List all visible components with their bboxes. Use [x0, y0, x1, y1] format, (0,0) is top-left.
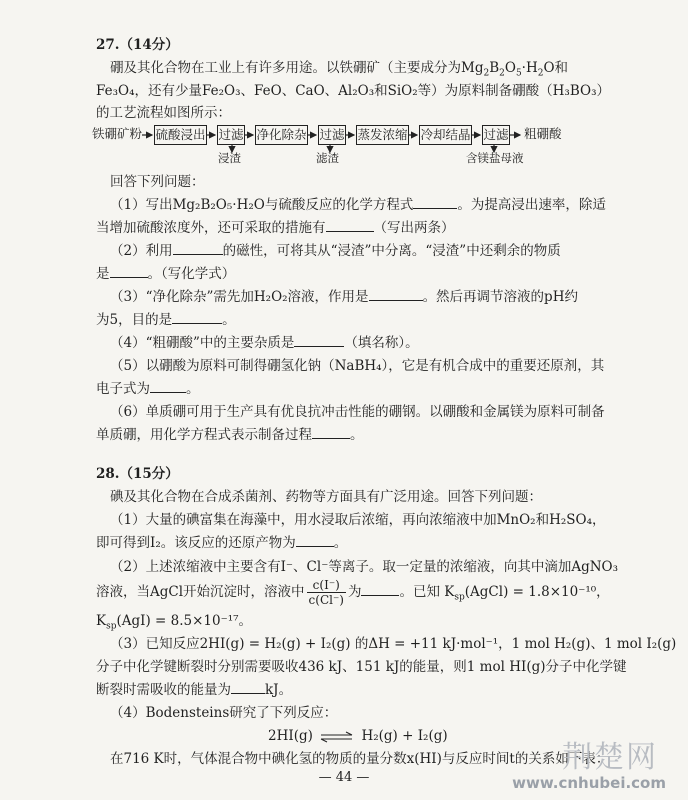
- flow-step-filter-2: 过滤: [318, 125, 346, 145]
- q28-part4-equation: 2HI(g) H₂(g) + I₂(g): [268, 728, 448, 744]
- answer-blank[interactable]: [369, 288, 423, 301]
- answer-blank[interactable]: [231, 681, 265, 694]
- q28-part3-line2: 分子中化学键断裂时分别需要吸收436 kJ、151 kJ的能量，则1 mol HI(g)分子中化学键: [96, 659, 627, 675]
- flow-step-crystallize: 冷却结晶: [419, 125, 472, 145]
- flow-end: 粗硼酸: [524, 126, 562, 141]
- q27-intro-line1: 硼及其化合物在工业上有许多用途。以铁硼矿（主要成分为$Mg_2B_2O_5\cdot H_2O$和: [110, 60, 569, 79]
- answer-blank[interactable]: [172, 311, 222, 324]
- q28-part3-line3: 断裂时需吸收的能量为 kJ。: [96, 682, 293, 698]
- q28-part2-line2: 溶液，当AgCl开始沉淀时，溶液中 $\frac{c(I^-)}{c(Cl^-)}$ 为 。已知 $K_{sp}(AgCl) = 1.8\times 10^{-10}$，: [96, 578, 610, 607]
- q27-intro-line2: Fe₃O₄，还有少量Fe₂O₃、FeO、CaO、Al₂O₃和SiO₂等）为原料制备硼酸（H₃BO₃）: [96, 83, 610, 99]
- answer-blank[interactable]: [110, 265, 148, 278]
- q27-intro-line3: 的工艺流程如图所示：: [96, 105, 231, 121]
- site-watermark: [482, 732, 672, 792]
- flow-step-acid-leach: 硫酸浸出: [154, 125, 207, 145]
- q28-intro: 碘及其化合物在合成杀菌剂、药物等方面具有广泛用途。回答下列问题：: [110, 489, 542, 505]
- process-flowchart: [92, 122, 652, 172]
- q28-part2-line3: $K_{sp}(AgI) = 8.5\times 10^{-17}$。: [96, 613, 253, 632]
- flow-waste-filter-residue: 滤渣: [316, 151, 339, 165]
- q27-prompt: 回答下列问题：: [110, 174, 205, 190]
- q27-part6-line2: 单质硼，用化学方程式表示制备过程 。: [96, 427, 364, 443]
- q27-header: 27.（14分）: [96, 37, 179, 53]
- flow-step-purify: 净化除杂: [255, 125, 308, 145]
- equilibrium-arrow-icon: [320, 731, 354, 743]
- q28-part4-line2: 在716 K时，气体混合物中碘化氢的物质的量分数x(HI)与反应时间t的关系如下表：: [110, 751, 610, 767]
- answer-blank[interactable]: [413, 196, 457, 209]
- q27-part5-line1: （5）以硼酸为原料可制得硼氢化钠（NaBH₄），它是有机合成中的重要还原剂，其: [110, 358, 605, 374]
- answer-blank[interactable]: [361, 583, 399, 596]
- flow-step-filter-1: 过滤: [217, 125, 245, 145]
- q28-header: 28.（15分）: [96, 466, 179, 482]
- watermark-logo-text: 荆楚网: [562, 740, 658, 775]
- flow-waste-mother-liquor: 含镁盐母液: [466, 151, 524, 165]
- q28-part4-line1: （4）Bodensteins研究了下列反应：: [110, 705, 338, 721]
- answer-blank[interactable]: [294, 334, 344, 347]
- flow-start: 铁硼矿粉: [92, 126, 143, 141]
- q27-part6-line1: （6）单质硼可用于生产具有优良抗冲击性能的硼钢。以硼酸和金属镁为原料可制备: [110, 404, 605, 420]
- q28-part3-line1: （3）已知反应2HI(g) = H₂(g) + I₂(g) 的ΔH = +11 kJ·mol⁻¹，1 mol H₂(g)、1 mol I₂(g): [110, 636, 677, 652]
- answer-blank[interactable]: [326, 219, 374, 232]
- flow-step-evaporate: 蒸发浓缩: [356, 125, 409, 145]
- q27-part3-line1: （3）“净化除杂”需先加H₂O₂溶液，作用是 。然后再调节溶液的pH约: [110, 289, 578, 305]
- ion-ratio-fraction: $\frac{c(I^-)}{c(Cl^-)}$: [308, 578, 344, 607]
- q27-part5-line2: 电子式为 。: [96, 381, 200, 397]
- q28-part2-line1: （2）上述浓缩液中主要含有I⁻、Cl⁻等离子。取一定量的浓缩液，向其中滴加AgNO₃: [110, 559, 619, 575]
- q27-part2-line2: 是 。（写化学式）: [96, 266, 236, 282]
- q27-part1-line2: 当增加硫酸浓度外，还可采取的措施有 （写出两条）: [96, 220, 455, 236]
- flow-waste-leach-residue: 浸渣: [218, 151, 241, 165]
- q27-part2-line1: （2）利用 的磁性，可将其从“浸渣”中分离。“浸渣”中还剩余的物质: [110, 243, 561, 259]
- answer-blank[interactable]: [312, 426, 350, 439]
- answer-blank[interactable]: [296, 534, 334, 547]
- page-number: — 44 —: [318, 770, 370, 785]
- q28-part1-line2: 即可得到I₂。该反应的还原产物为 。: [96, 535, 348, 551]
- flow-step-filter-3: 过滤: [482, 125, 510, 145]
- q27-part4: （4）“粗硼酸”中的主要杂质是 （填名称）。: [110, 335, 419, 351]
- answer-blank[interactable]: [173, 242, 223, 255]
- answer-blank[interactable]: [150, 380, 186, 393]
- q27-part3-line2: 为5，目的是 。: [96, 312, 236, 328]
- q27-part1-line1: （1）写出Mg₂B₂O₅·H₂O与硫酸反应的化学方程式 。为提高浸出速率，除适: [110, 197, 606, 213]
- watermark-url: www.cnhubei.com: [512, 774, 666, 792]
- q28-part1-line1: （1）大量的碘富集在海藻中，用水浸取后浓缩，再向浓缩液中加MnO₂和H₂SO₄，: [110, 512, 606, 528]
